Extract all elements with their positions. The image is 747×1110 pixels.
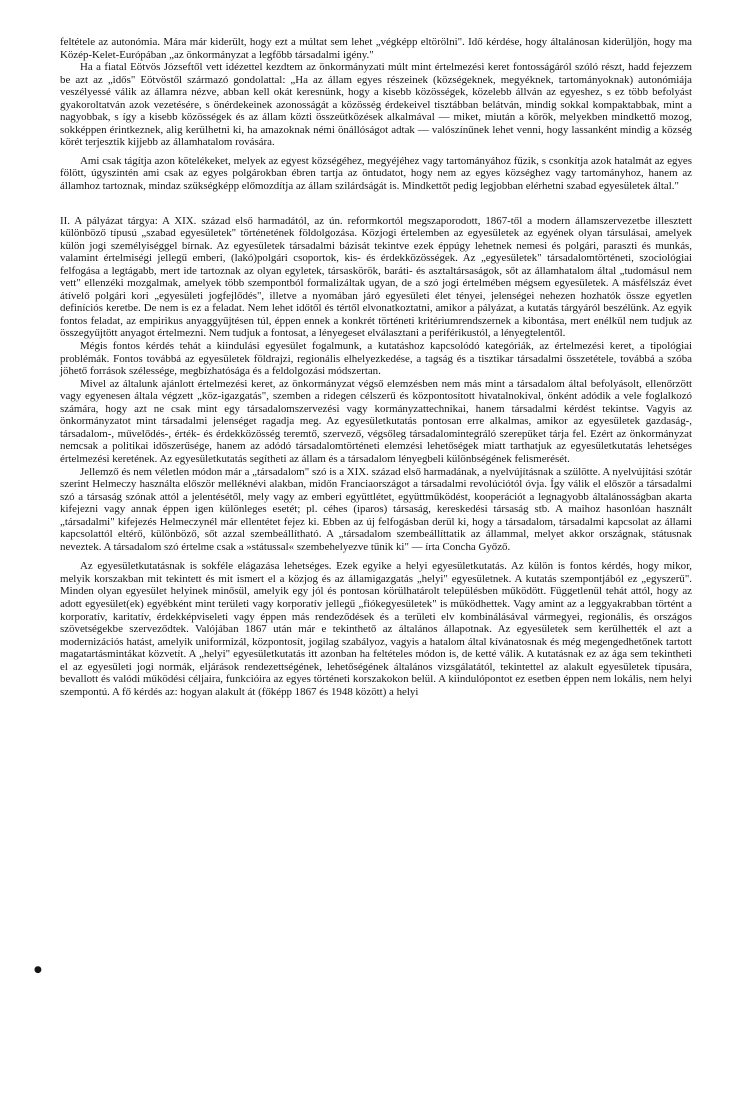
paragraph-key-questions: Mégis fontos kérdés tehát a kiindulási egyesület fogalmunk, a kutatáshoz kapcsolódó kategóriák, az értelmezési keret, a tipológiai problémák. Fontos továbbá az egyesületek földrajzi, regionális elhelyezkedése, a tagság és a tisztikar társadalmi összetétele, továbbá a szóba jöhető források szélessége, megbízhatósága és a feldolgozási módszertan. [60,340,692,378]
paragraph-interpretive-framework: Mivel az általunk ajánlott értelmezési keret, az önkormányzat végső elemzésben nem más mint a társadalom által befolyásolt, ellenőrzött vagy egyenesen általa végzett „köz-igazgatás", szemben a ridegen célszerű és központosított hivatalnokival, önként adódik a vele foglalkozó számára, hogy azt ne csak mint egy társadalomszervezési vagy kormányzattechnikai, hanem társadalmi kérdést tekintse. Vagyis az önkormányzatot mint társadalmi jelenséget ragadja meg. Az egyesületkutatás pontosan erre alkalmas, amikor az egyesületek gazdaság-, társadalom-, művelődés-, érték- és érdekközösség teremtő, szervező, végsőleg társadalomintegráló szerepüket tárja fel. Ezért az önkormányzat nemcsak a politikai időszerűsége, hanem az adódó társadalomtörténeti elemzési lehetőségek miatt tarthatjuk az egyesületkutatás lehetséges értelmezési keretének. Az egyesületkutatás segítheti az állam és a társadalom lényegbeli különbségének felismerését. [60,377,692,465]
paragraph-word-tarsadalom: Jellemző és nem véletlen módon már a „társadalom" szó is a XIX. század első harmadának, a nyelvújításnak a szülötte. A nyelvújítási szótár szerint Helmeczy használta először melléknévi alakban, midőn Franciaországot a társadalmi revolúciótól óvja. Így válik el először a társadalmi szó a társaság szónak attól a jelentésétől, mely vagy az emberi együttlétet, együttműködést, kooperációt a legnagyobb általánosságban akarta kifejezni vagy annak éppen igen különleges esetét; pl. céhes (iparos) társaság, kereskedési társaság stb. A maihoz hasonlóan használt „társadalmi" kifejezés Helmeczynél már ellentétet fejez ki. Ebben az új felfogásban derül ki, hogy a társadalom, társadalmi kapcsolat az állami kapcsolattól eltérő, különböző, sőt azzal szembeállítható. A „társadalom szembeállíttatik az állammal, melyet akkor országnak, státusnak neveztek. A társadalom szó értelme csak a »státussal« szembehelyezve tűnik ki" — írta Concha Győző. [60,465,692,553]
paragraph-eotvos-quote-continued: Ami csak tágítja azon kötelékeket, melyek az egyest községéhez, megyéjéhez vagy tartományához fűzik, s csonkítja azok hatalmát az egyes fölött, úgyszintén ami csak az egyes polgárokban ébren tartja az öntudatot, hogy nem az egyes községhez vagy tartományhoz, hanem az államhoz tartoznak, mindaz szükségképp előmozdítja az állam szilárdságát is. Mindkettőt pedig legjobban elérhetni szabad egyesületek által." [60,154,692,193]
paragraph-eotvos-quote: Ha a fiatal Eötvös Józseftől vett idézettel kezdtem az önkormányzati múlt mint értelmezési keret fontosságáról szóló részt, hadd fejezzem be azt az „idős" Eötvöstől származó gondolattal: „Ha az állam egyes részeinek (községeknek, megyéknek, tartományoknak) autonómiája veszélyessé válik az államra nézve, abban kell okát keresnünk, hogy a kisebb közösségek, közelebb állván az egyeshez, s ez több befolyást gyakoroltatván azok vezetésére, s önérdekeinek azonosságát a közösség érdekeivel tisztábban belátván, mindig sokkal kompaktabbak, mint a nagyobbak, s így a kisebb közösségek és az állam közti összeütközések alkalmával — miket, miután a körök, melyekben mindkettő mozog, sokképpen érintkeznek, alig kerülhetni ki, ha amazoknak némi önállóságot adtak — valószínűnek lehet venni, hogy lassanként mindig a község körét terjesztik kijjebb az államhatalom rovására. [60,61,692,149]
paragraph-autonomy-conclusion: feltétele az autonómia. Mára már kiderült, hogy ezt a múltat sem lehet „végképp eltörölni". Idő kérdése, hogy általánosan kiderüljön, hogy ma Közép-Kelet-Európában „az önkormányzat a legfőbb társadalmi igény." [60,36,692,61]
document-page [60,36,692,698]
paragraph-section-two-subject: II. A pályázat tárgya: A XIX. század első harmadától, az ún. reformkortól megszaporodott, 1867-től a modern államszervezetbe illesztett különböző típusú „szabad egyesületek" történetének földolgozása. Közjogi értelemben az egyesületek az egyének olyan társulásai, amelyek külön jogi személyiséggel bírnak. Az egyesületek társadalmi bázisát tekintve ezek éppúgy lehetnek nemesi és polgári, paraszti és munkás, valamint értelmiségi jellegű emberi, (lakó)polgári csoportok, kis- és érdekközösségek. Az „egyesületek" társadalomtörténeti, szociológiai felfogása a legtágabb, mert ide tartoznak az olyan egyletek, társaskörök, baráti- és asztaltársaságok, sőt az államhatalom által „tudomásul nem vett" ellenzéki mozgalmak, amelyek több szempontból formalizáltak ugyan, de a szó jogi értelmében mégsem egyesületek. A másfélszáz évet átívelő polgári kori „egyesületi jogfejlődés", illetve a nyomában járó egyesületi élet tényei, jelenségei nehezen hozhatók össze egyetlen definíciós keretbe. De nem is ez a feladat. Nem lehet időtől és tértől elvonatkoztatni, amikor a pályázat, a kutatás tárgyáról beszélünk. Az egyik fontos feladat, az empirikus anyaggyűjtésen túl, éppen ennek a konkrét történeti kritériumrendszernek a kibontása, mert enélkül nem tudjuk az összegyűjtött anyagot értelmezni. Nem tudjuk a fontosat, a lényegeset elválasztani a periférikustól, a lényegtelentől. [60,214,692,340]
margin-dot-mark: ● [34,965,42,975]
paragraph-local-associations: Az egyesületkutatásnak is sokféle elágazása lehetséges. Ezek egyike a helyi egyesületkutatás. Az külön is fontos kérdés, hogy mikor, melyik korszakban mit tekintett és mit ismert el a közjog és az államigazgatás „helyi" egyesületnek. A kutatás szempontjából ez „egyszerű". Minden olyan egyesület helyinek minősül, amelyik egy jól és pontosan körülhatárolt településben működött. Függetlenül tehát attól, hogy az adott egyesület(ek) egyébként mint területi vagy korporatív jellegű „fiókegyesületek" is működhettek. Vagy amint az a leggyakrabban történt a korporatív, karitatív, érdekképviseleti vagy éppen más rendeződések és a területi elv kombinálásával vármegyei, regionális, és országos szövetségekbe szerveződtek. Valójában 1867 után már e tekinthető az általános állapotnak. Az egyesületek sem kerülhették el azt a modernizációs hatást, amelyik uniformizál, központosít, jogilag szabályoz, vagyis a hatalom által kívánatosnak és még megengedhetőnek tartott magatartásmintákat közvetít. A „helyi" egyesületkutatás itt azonban ha feltételes módon is, de ketté válik. A kutatásnak ez az ága sem tekintheti el az egyesületi jogi normák, eljárások rendezettségének, lehetőségének általános vizsgálatától, tekintettel az alakult egyesületek típusára, bevallott és valódi működési céljaira, funkcióira az egyes történeti korszakokon belül. A kiindulópontot ez esetben éppen nem lokális, nem helyi szempontú. A fő kérdés az: hogyan alakult át (főképp 1867 és 1948 között) a helyi [60,560,692,698]
